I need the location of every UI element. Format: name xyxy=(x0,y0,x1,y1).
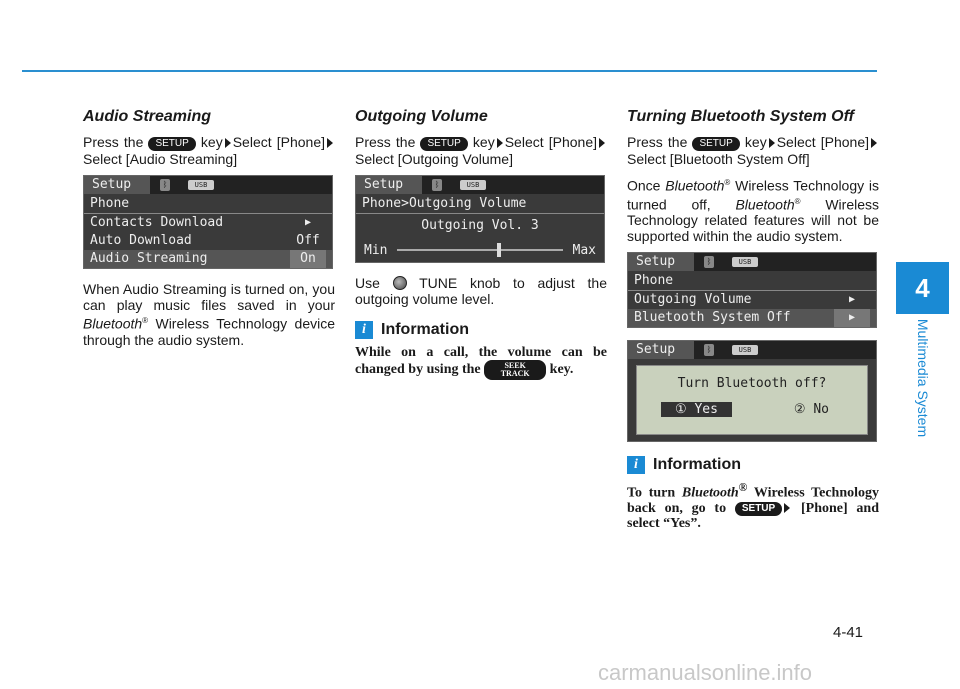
setup-key-badge: SETUP xyxy=(420,137,467,151)
screen-audio-streaming xyxy=(83,175,333,269)
yes-button[interactable]: ① Yes xyxy=(661,402,732,417)
instruction: Press the SETUP key Select [Phone]Select [Audio Streaming] xyxy=(83,134,335,167)
screen-phone-menu xyxy=(627,252,877,328)
menu-item-selected[interactable]: Audio Streaming On xyxy=(84,250,332,268)
arrow-icon xyxy=(871,138,877,148)
screen-tab: Setup xyxy=(628,341,694,359)
section-outgoing-volume xyxy=(355,108,607,380)
screen-header xyxy=(628,341,876,359)
info-header xyxy=(627,456,879,474)
setup-key-badge: SETUP xyxy=(735,502,782,516)
bluetooth-icon: ᛒ xyxy=(704,256,714,268)
volume-slider[interactable] xyxy=(397,249,562,251)
bluetooth-icon: ᛒ xyxy=(704,344,714,356)
screen-tab: Setup xyxy=(84,176,150,194)
chapter-label-box xyxy=(868,318,960,438)
screen-bt-off-dialog xyxy=(627,340,877,442)
instruction: Press the SETUP key Select [Phone]Select [Bluetooth System Off] xyxy=(627,134,879,167)
watermark: carmanualsonline.info xyxy=(598,660,813,685)
screen-header xyxy=(356,176,604,194)
section-title: Turning Bluetooth System Off xyxy=(627,108,854,125)
info-text: While on a call, the volume can be changed by using the SEEK TRACK key. xyxy=(355,345,607,378)
arrow-icon xyxy=(497,138,503,148)
menu-item[interactable]: Contacts Download ▶ xyxy=(90,215,312,230)
arrow-icon xyxy=(784,503,790,513)
arrow-icon xyxy=(327,138,333,148)
dialog-question: Turn Bluetooth off? xyxy=(677,376,827,392)
screen-title: Phone>Outgoing Volume xyxy=(356,194,604,214)
arrow-icon xyxy=(769,138,775,148)
menu-item[interactable]: Outgoing Volume ▶ xyxy=(634,292,856,308)
setup-key-badge: SETUP xyxy=(148,137,195,151)
bluetooth-icon: ᛒ xyxy=(432,179,442,191)
tune-knob-icon xyxy=(393,276,407,290)
screen-tab: Setup xyxy=(628,253,694,271)
seek-track-key-badge: SEEK TRACK xyxy=(484,360,546,380)
usb-icon: USB xyxy=(732,345,758,355)
usb-icon: USB xyxy=(188,180,214,190)
chapter-label: Multimedia System xyxy=(915,318,931,438)
page-number: 4-41 xyxy=(833,624,864,641)
menu-item[interactable]: Auto Download Off xyxy=(90,233,320,248)
screen-title: Phone xyxy=(628,271,876,291)
section-title: Audio Streaming xyxy=(83,108,212,125)
dialog-options xyxy=(637,402,867,417)
usb-icon: USB xyxy=(732,257,758,267)
screen-header xyxy=(84,176,332,194)
body-text: When Audio Streaming is turned on, you can play music files saved in your Bluetooth® Wireless Technology device through the audio system. xyxy=(83,281,335,348)
slider-max-label: Max xyxy=(572,242,596,258)
menu-item-selected[interactable]: Bluetooth System Off ▶ xyxy=(628,309,876,327)
section-audio-streaming xyxy=(83,108,335,356)
volume-slider-row xyxy=(356,238,604,262)
body-text: Once Bluetooth® Wireless Technology is turned off, Bluetooth® Wireless Technology related features will not be supported within the audio system. xyxy=(627,177,880,245)
body-text: Use TUNE knob to adjust the outgoing volume level. xyxy=(355,275,608,307)
screen-outgoing-volume xyxy=(355,175,605,263)
setup-key-badge: SETUP xyxy=(692,137,739,151)
usb-icon: USB xyxy=(460,180,486,190)
info-icon: i xyxy=(355,321,373,339)
info-title: Information xyxy=(653,456,741,474)
section-title: Outgoing Volume xyxy=(355,108,488,125)
info-header xyxy=(355,321,607,339)
screen-header xyxy=(628,253,876,271)
slider-min-label: Min xyxy=(364,242,388,258)
info-icon: i xyxy=(627,456,645,474)
top-rule xyxy=(22,70,877,72)
section-bluetooth-off xyxy=(627,108,879,531)
arrow-icon xyxy=(599,138,605,148)
screen-title: Phone xyxy=(84,194,332,214)
arrow-icon xyxy=(225,138,231,148)
slider-thumb[interactable] xyxy=(497,243,501,257)
volume-readout: Outgoing Vol. 3 xyxy=(421,218,539,233)
screen-tab: Setup xyxy=(356,176,422,194)
info-title: Information xyxy=(381,321,469,338)
bluetooth-icon: ᛒ xyxy=(160,179,170,191)
no-button[interactable]: ② No xyxy=(793,402,830,418)
chapter-tab xyxy=(896,262,949,314)
instruction: Press the SETUP key Select [Phone]Select [Outgoing Volume] xyxy=(355,134,607,167)
info-text: To turn Bluetooth® Wireless Technology back on, go to SETUP [Phone] and select “Yes”. xyxy=(627,481,880,531)
chapter-number: 4 xyxy=(915,272,930,303)
confirm-dialog xyxy=(636,365,868,435)
